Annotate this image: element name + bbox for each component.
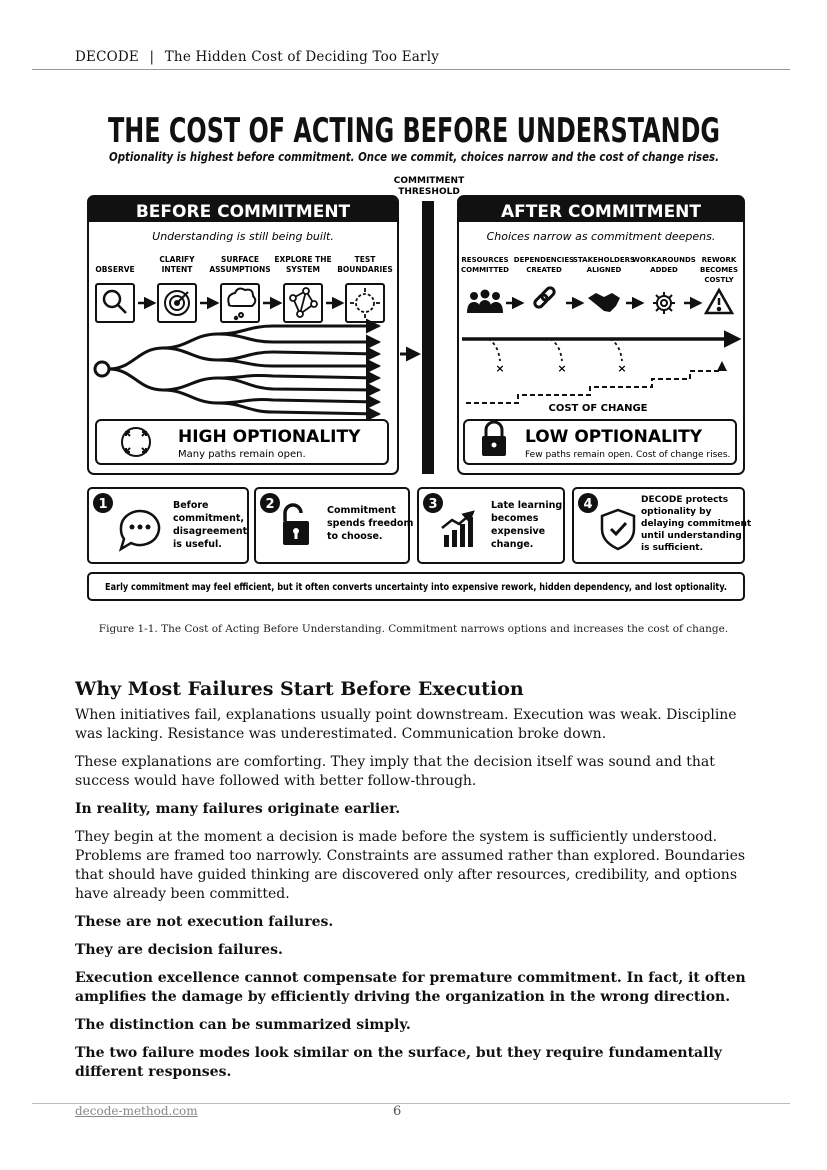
before-step-label: ASSUMPTIONS (209, 265, 271, 274)
threshold-label-1: COMMITMENT (393, 176, 465, 186)
running-header (75, 49, 439, 65)
paragraph: They begin at the moment a decision is made before the system is sufficiently understood. Problems are framed too narrowly. Constraints are assumed rather than explored. Boundaries that should have guided thinking are discovered only after resources, credibility, and options have already been committed. (75, 829, 746, 902)
after-header: AFTER COMMITMENT (500, 202, 702, 222)
before-step-label: SYSTEM (286, 265, 320, 274)
lesson-card (88, 488, 248, 563)
before-panel (88, 196, 418, 474)
high-optionality-title: HIGH OPTIONALITY (178, 427, 361, 447)
paragraph: Execution excellence cannot compensate for premature commitment. In fact, it often amplifies the damage by efficiently driving the organization in the wrong direction. (75, 970, 746, 1005)
section-title: Why Most Failures Start Before Execution (75, 678, 524, 700)
paragraph: In reality, many failures originate earlier. (75, 801, 401, 817)
cost-of-change-label: COST OF CHANGE (548, 403, 648, 414)
before-step-label: SURFACE (221, 255, 259, 264)
low-optionality-sub: Few paths remain open. Cost of change rises. (525, 450, 731, 460)
svg-text:is useful.: is useful. (173, 539, 222, 550)
svg-text:DECODE protects: DECODE protects (641, 495, 729, 505)
before-step-label: INTENT (161, 265, 193, 274)
after-step-label: REWORK (701, 256, 737, 264)
high-optionality-sub: Many paths remain open. (178, 449, 306, 460)
svg-text:until understanding: until understanding (641, 531, 742, 541)
figure-footer: Early commitment may feel efficient, but it often converts uncertainty into expensive rework, hidden dependency, and lost optionality. (105, 582, 727, 593)
before-header: BEFORE COMMITMENT (135, 202, 351, 222)
svg-text:disagreement: disagreement (173, 526, 248, 537)
svg-text:Commitment: Commitment (327, 505, 396, 516)
main-text (75, 678, 753, 1091)
after-step-label: CREATED (526, 266, 562, 274)
page-number: 6 (393, 1104, 402, 1119)
svg-text:×: × (617, 362, 627, 375)
svg-text:spends freedom: spends freedom (327, 518, 414, 529)
header-separator: | (149, 49, 155, 65)
before-step-label: TEST (354, 255, 376, 264)
figure-subtitle: Optionality is highest before commitment. Once we commit, choices narrow and the cost of change rises. (109, 150, 719, 164)
paragraph: They are decision failures. (75, 942, 283, 958)
paragraph: The distinction can be summarized simply. (75, 1017, 411, 1033)
svg-text:to choose.: to choose. (327, 531, 383, 542)
after-step-label: WORKAROUNDS (632, 256, 696, 264)
lesson-card (255, 488, 413, 563)
threshold-label-2: THRESHOLD (398, 187, 460, 197)
svg-text:Late learning: Late learning (491, 500, 563, 511)
header-brand: DECODE (75, 49, 139, 65)
paragraph: These explanations are comforting. They imply that the decision itself was sound and that success would have followed with better follow-through. (75, 754, 715, 789)
before-sub: Understanding is still being built. (152, 230, 334, 243)
paragraph: The two failure modes look similar on the surface, but they require fundamentally different responses. (75, 1045, 722, 1080)
figure-caption: Figure 1-1. The Cost of Acting Before Understanding. Commitment narrows options and increases the cost of change. (98, 623, 729, 635)
before-step-label: CLARIFY (159, 255, 195, 264)
figure-title: THE COST OF ACTING BEFORE UNDERSTANDG (108, 111, 720, 151)
after-sub: Choices narrow as commitment deepens. (486, 230, 716, 243)
paragraph: When initiatives fail, explanations usually point downstream. Execution was weak. Discipline was lacking. Resistance was underestimated. Communication broke down. (75, 707, 737, 742)
after-step-label: COSTLY (704, 276, 734, 284)
before-step-label: EXPLORE THE (274, 255, 332, 264)
svg-text:1: 1 (98, 497, 108, 512)
paragraph: These are not execution failures. (75, 914, 334, 930)
svg-text:×: × (557, 362, 567, 375)
after-step-label: COMMITTED (461, 266, 509, 274)
svg-text:commitment,: commitment, (173, 513, 245, 524)
lesson-cards (88, 488, 752, 563)
header-title: The Hidden Cost of Deciding Too Early (164, 49, 440, 65)
header-rule (32, 69, 790, 70)
after-step-label: ADDED (650, 266, 678, 274)
lesson-card (573, 488, 752, 563)
low-optionality-title: LOW OPTIONALITY (525, 427, 703, 447)
footer-link[interactable]: decode-method.com (75, 1104, 198, 1118)
before-step-label: BOUNDARIES (337, 265, 393, 274)
svg-text:2: 2 (265, 497, 275, 512)
lesson-card (418, 488, 564, 563)
after-step-label: ALIGNED (586, 266, 622, 274)
threshold-bar (422, 201, 434, 474)
svg-text:4: 4 (583, 497, 593, 512)
svg-text:becomes: becomes (491, 513, 539, 524)
svg-text:Before: Before (173, 500, 209, 511)
svg-text:3: 3 (428, 497, 438, 512)
svg-text:expensive: expensive (491, 526, 546, 537)
shield-check-icon (602, 510, 634, 549)
after-step-label: BECOMES (700, 266, 738, 274)
svg-text:is sufficient.: is sufficient. (641, 543, 704, 553)
after-step-label: DEPENDENCIES (513, 256, 575, 264)
svg-text:×: × (495, 362, 505, 375)
before-step-label: OBSERVE (95, 265, 135, 274)
svg-text:optionality by: optionality by (641, 507, 712, 517)
after-step-label: STAKEHOLDERS (572, 256, 636, 264)
after-panel (458, 196, 744, 474)
after-step-label: RESOURCES (461, 256, 509, 264)
svg-text:delaying commitment: delaying commitment (641, 519, 752, 529)
figure-cost-of-acting (78, 98, 750, 608)
svg-text:change.: change. (491, 539, 534, 550)
